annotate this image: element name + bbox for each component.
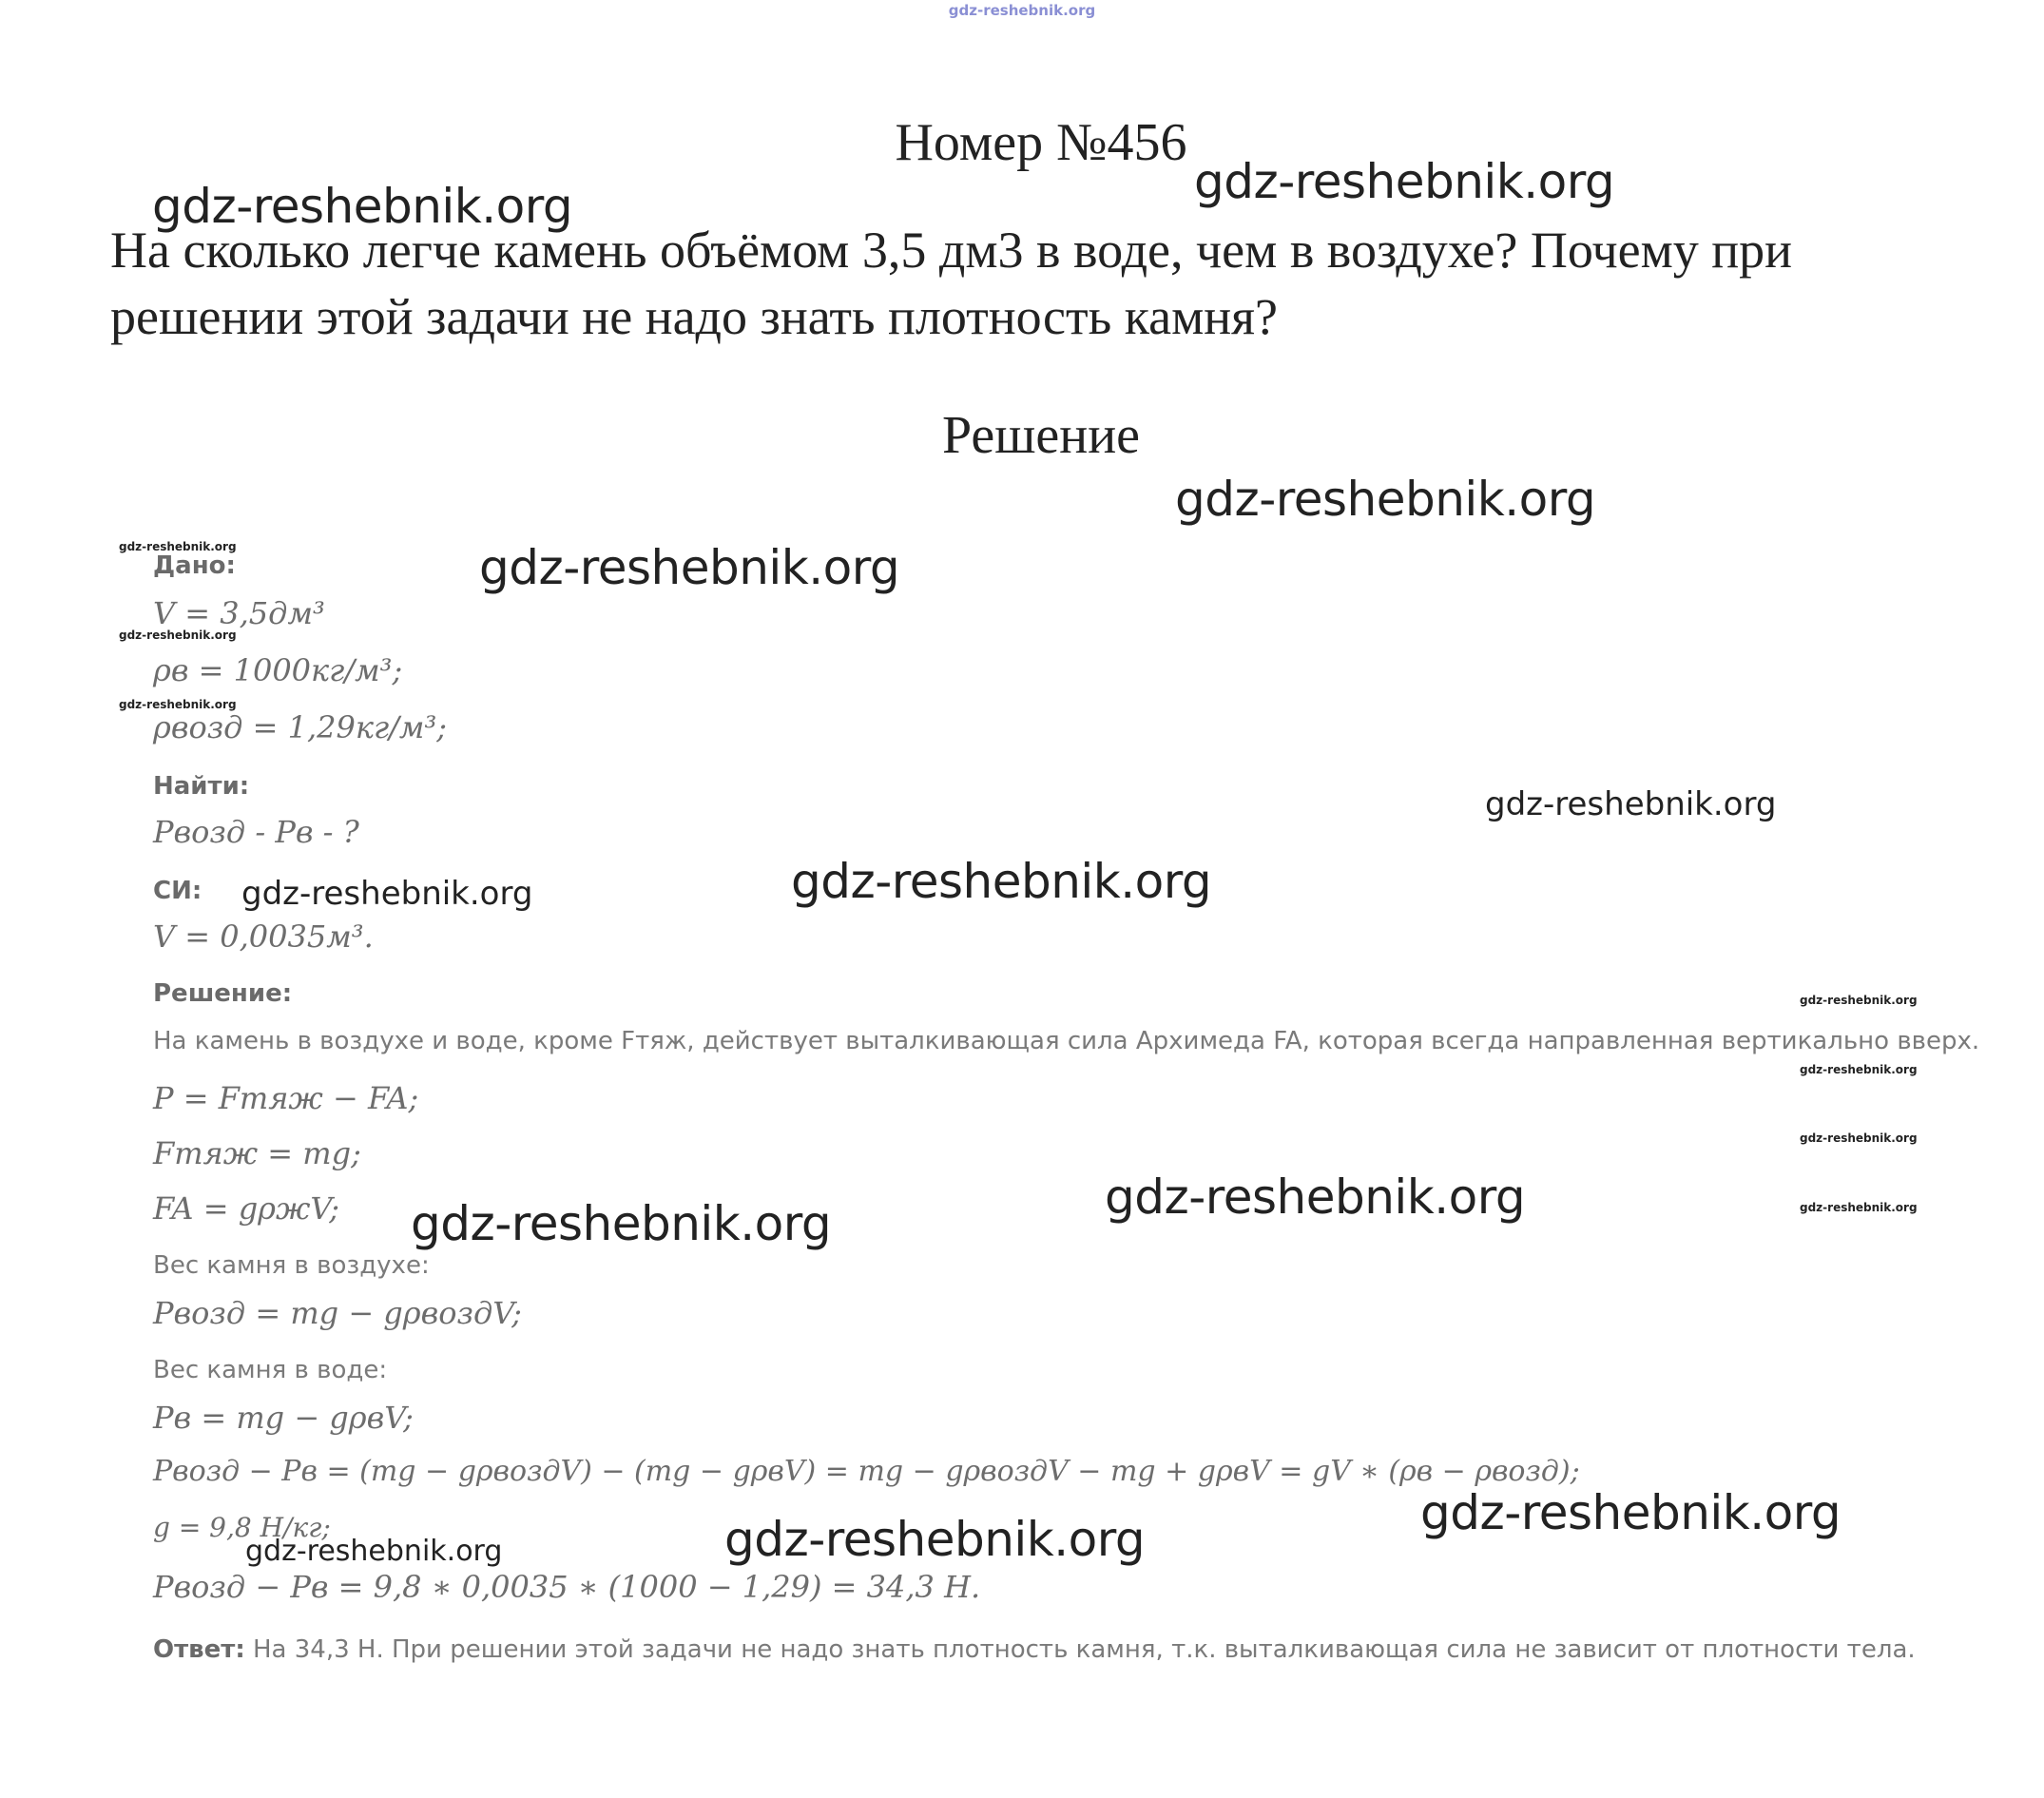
question-text: На сколько легче камень объёмом 3,5 дм3 в воде, чем в воздухе? Почему при решении этой задачи не надо знать плотность камня?: [110, 222, 1793, 345]
watermark: gdz-reshebnik.org: [1175, 472, 1596, 527]
watermark: gdz-reshebnik.org: [791, 854, 1212, 909]
find-value: Pвозд - Pв - ?: [153, 814, 359, 850]
result-formula: Pвозд − Pв = 9,8 ∗ 0,0035 ∗ (1000 − 1,29) = 34,3 Н.: [153, 1569, 981, 1605]
formula-archimedes: FA = gρжV;: [153, 1190, 340, 1227]
watermark: gdz-reshebnik.org: [411, 1196, 832, 1251]
watermark-small: gdz-reshebnik.org: [1800, 1063, 1918, 1076]
solution-label: Решение:: [153, 979, 293, 1008]
given-water-density: ρв = 1000кг/м³;: [153, 652, 403, 688]
given-air-density: ρвозд = 1,29кг/м³;: [153, 709, 448, 745]
watermark: gdz-reshebnik.org: [1485, 785, 1777, 823]
answer-label: Ответ:: [153, 1635, 245, 1664]
solution-title: Решение: [941, 406, 1141, 465]
water-weight-label: Вес камня в воде:: [153, 1356, 388, 1384]
site-header-link[interactable]: gdz-reshebnik.org: [948, 2, 1096, 19]
watermark: gdz-reshebnik.org: [1420, 1485, 1842, 1540]
air-weight-formula: Pвозд = mg − gρвоздV;: [153, 1295, 522, 1331]
page-title: Номер №456: [895, 113, 1187, 172]
explanation-text: На камень в воздухе и воде, кроме Fтяж, действует выталкивающая сила Архимеда FA, которая всегда направленная вертикально вверх.: [153, 1027, 1980, 1055]
find-label: Найти:: [153, 772, 250, 801]
watermark: gdz-reshebnik.org: [241, 875, 533, 913]
watermark: gdz-reshebnik.org: [724, 1512, 1146, 1567]
water-weight-formula: Pв = mg − gρвV;: [153, 1400, 414, 1436]
watermark: gdz-reshebnik.org: [152, 179, 573, 234]
watermark-small: gdz-reshebnik.org: [1800, 1201, 1918, 1214]
answer-line: [153, 1635, 1916, 1664]
g-value: g = 9,8 Н/кг;: [153, 1512, 331, 1543]
watermark-small: gdz-reshebnik.org: [119, 628, 237, 642]
watermark: gdz-reshebnik.org: [245, 1535, 503, 1568]
formula-weight: P = Fтяж − FA;: [153, 1080, 419, 1116]
watermark-small: gdz-reshebnik.org: [1800, 1131, 1918, 1145]
given-label: Дано:: [153, 551, 236, 580]
watermark: gdz-reshebnik.org: [1194, 154, 1615, 209]
air-weight-label: Вес камня в воздухе:: [153, 1251, 430, 1280]
si-label: СИ:: [153, 877, 202, 905]
difference-formula: Pвозд − Pв = (mg − gρвоздV) − (mg − gρвV) = mg − gρвоздV − mg + gρвV = gV ∗ (ρв − ρвозд);: [153, 1455, 1580, 1488]
given-volume: V = 3,5дм³: [153, 595, 325, 631]
watermark-small: gdz-reshebnik.org: [119, 698, 237, 711]
formula-gravity: Fтяж = mg;: [153, 1135, 361, 1171]
answer-text: На 34,3 Н. При решении этой задачи не надо знать плотность камня, т.к. выталкивающая сила не зависит от плотности тела.: [253, 1635, 1916, 1664]
si-value: V = 0,0035м³.: [153, 918, 374, 955]
watermark: gdz-reshebnik.org: [1105, 1170, 1526, 1225]
watermark-small: gdz-reshebnik.org: [1800, 994, 1918, 1007]
watermark: gdz-reshebnik.org: [479, 540, 900, 595]
watermark-small: gdz-reshebnik.org: [119, 540, 237, 553]
